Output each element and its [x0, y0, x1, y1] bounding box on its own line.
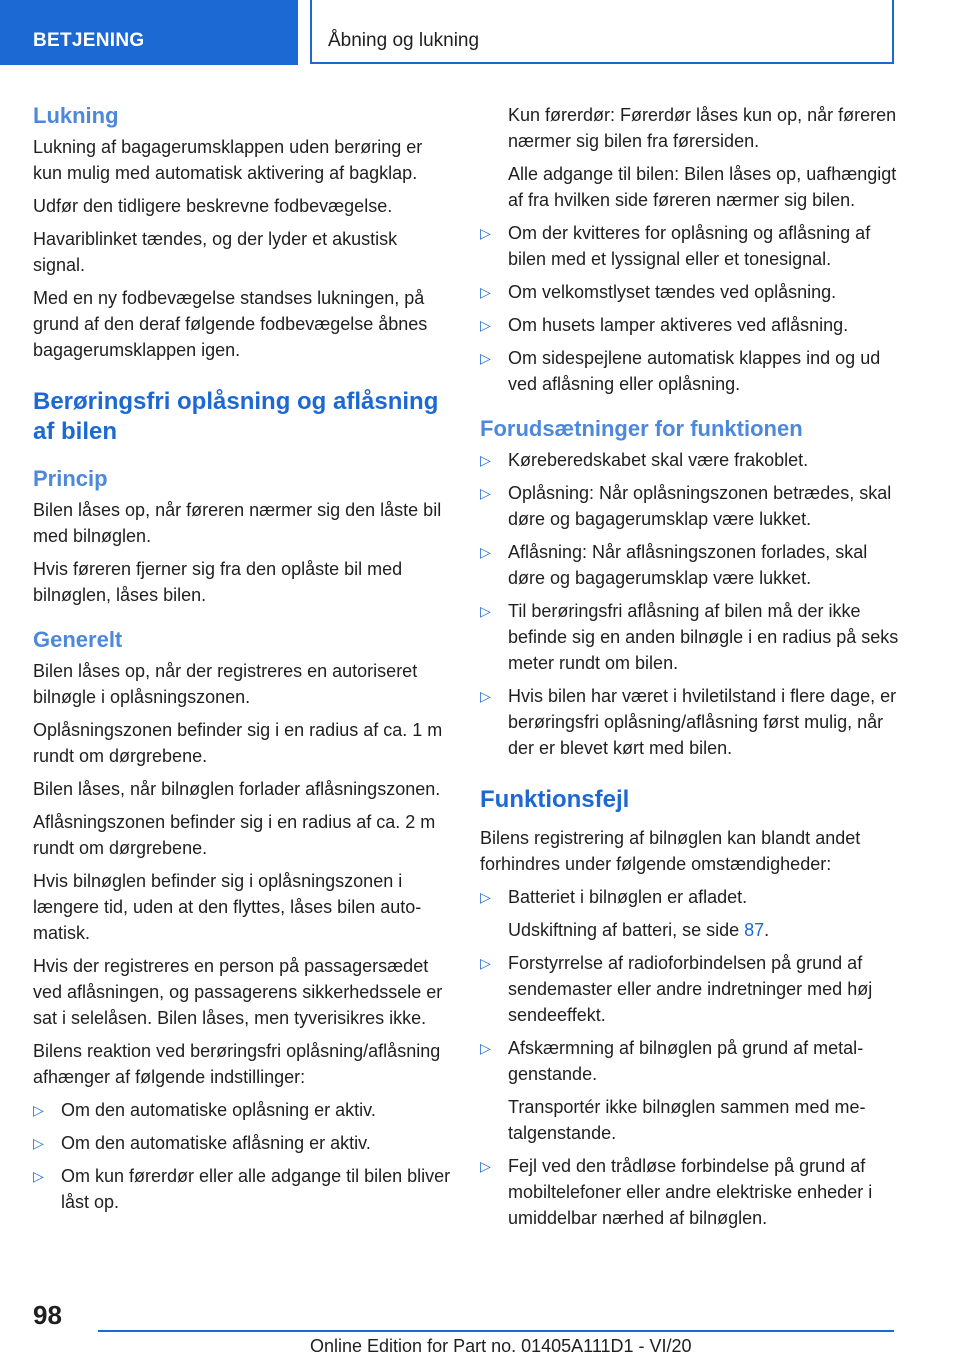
triangle-bullet-icon: ▷ — [480, 1158, 491, 1174]
list-item: ▷ Om sidespejlene automatisk klappes ind og ud ved aflåsning eller oplåsning. — [480, 345, 900, 397]
list-item: ▷ Aflåsning: Når aflåsningszonen forlades, skal døre og bagagerumsklap være lukket. — [480, 539, 900, 591]
list-item: ▷ Hvis bilen har været i hviletilstand i flere dage, er berøringsfri oplåsning/aflåsning først mulig, når der er blevet kørt med bilen. — [480, 683, 900, 761]
paragraph: Bilen låses op, når der registreres en autoriseret bilnøgle i oplåsningszonen. — [33, 661, 418, 707]
triangle-bullet-icon: ▷ — [480, 1040, 491, 1056]
paragraph: Hvis bilnøglen befinder sig i oplåsningszonen i længere tid, uden at den flyttes, låses bilen automatisk. — [33, 871, 422, 943]
footer-edition: Online Edition for Part no. 01405A111D1 - VI/20 — [310, 1336, 692, 1356]
paragraph: Havariblinket tændes, og der lyder et akustisk signal. — [33, 229, 398, 275]
footer-divider — [98, 1330, 894, 1332]
list-item: ▷ Forstyrrelse af radioforbindelsen på grund af sendemaster eller andre indretninger med høj sendeeffekt. — [480, 950, 900, 1028]
triangle-bullet-icon: ▷ — [33, 1102, 44, 1118]
paragraph: Bilen låses op, når føreren nærmer sig den låste bil med bilnøglen. — [33, 500, 442, 546]
list-item: ▷ Fejl ved den trådløse forbindelse på grund af mobiltelefoner eller andre elektriske enheder i umiddelbar nærhed af bilnøglen. — [480, 1153, 900, 1231]
chapter-title: Åbning og lukning — [328, 30, 480, 51]
paragraph: Hvis føreren fjerner sig fra den oplåste bil med bilnøglen, låses bilen. — [33, 559, 403, 605]
triangle-bullet-icon: ▷ — [480, 688, 491, 704]
list-item: ▷ Oplåsning: Når oplåsningszonen betrædes, skal døre og bagagerumsklap være lukket. — [480, 480, 900, 532]
list-item: ▷ Om den automatiske aflåsning er aktiv. — [33, 1130, 453, 1156]
heading-lukning: Lukning — [33, 103, 119, 128]
list-item: ▷ Afskærmning af bilnøglen på grund af metalgenstande. — [480, 1035, 900, 1087]
triangle-bullet-icon: ▷ — [480, 485, 491, 501]
paragraph: Aflåsningszonen befinder sig i en radius af ca. 2 m rundt om dørgrebene. — [33, 812, 436, 858]
paragraph: Med en ny fodbevægelse standses lukningen, på grund af den deraf følgende fodbevægelse åbnes bagagerumsklappen igen. — [33, 288, 428, 360]
heading-funktionsfejl: Funktionsfejl — [480, 786, 630, 813]
right-column — [480, 102, 900, 1238]
triangle-bullet-icon: ▷ — [480, 955, 491, 971]
paragraph: Bilens reaktion ved berøringsfri oplåsning/aflåsning afhænger af følgende indstillinger: — [33, 1041, 441, 1087]
heading-princip: Princip — [33, 466, 108, 491]
page-link[interactable]: 87 — [744, 920, 765, 940]
triangle-bullet-icon: ▷ — [33, 1135, 44, 1151]
list-item: ▷ Om kun førerdør eller alle adgange til bilen bliver låst op. — [33, 1163, 453, 1215]
page-number: 98 — [33, 1300, 62, 1330]
list-item: ▷ Batteriet i bilnøglen er afladet. — [480, 884, 900, 910]
paragraph: Hvis der registreres en person på passagersædet ved aflåsningen, og passagerens sikkerhedssele er sat i selelåsen. Bilen låses, men tyverisikres ikke. — [33, 956, 443, 1028]
list-item: ▷ Om den automatiske oplåsning er aktiv. — [33, 1097, 453, 1123]
triangle-bullet-icon: ▷ — [480, 350, 491, 366]
chapter-header — [310, 0, 894, 64]
sub-paragraph: Udskiftning af batteri, se side 87. — [508, 920, 770, 940]
triangle-bullet-icon: ▷ — [480, 284, 491, 300]
paragraph: Lukning af bagagerumsklappen uden berøring er kun mulig med automatisk aktivering af bagklap. — [33, 137, 423, 183]
sub-paragraph: Alle adgange til bilen: Bilen låses op, uafhængigt af fra hvilken side føreren nærmer sig bilen. — [508, 164, 897, 210]
triangle-bullet-icon: ▷ — [480, 603, 491, 619]
triangle-bullet-icon: ▷ — [480, 889, 491, 905]
triangle-bullet-icon: ▷ — [33, 1168, 44, 1184]
paragraph: Oplåsningszonen befinder sig i en radius af ca. 1 m rundt om dørgrebene. — [33, 720, 443, 766]
section-tab — [0, 0, 298, 65]
paragraph: Bilen låses, når bilnøglen forlader aflåsningszonen. — [33, 779, 441, 799]
sub-paragraph: Kun førerdør: Førerdør låses kun op, når føreren nærmer sig bilen fra førersiden. — [508, 105, 897, 151]
list-item: ▷ Til berøringsfri aflåsning af bilen må der ikke befinde sig en anden bilnøgle i en radius på seks meter rundt om bilen. — [480, 598, 900, 676]
sub-paragraph: Transportér ikke bilnøglen sammen med metalgenstande. — [508, 1097, 866, 1143]
paragraph: Udfør den tidligere beskrevne fodbevægelse. — [33, 196, 393, 216]
triangle-bullet-icon: ▷ — [480, 452, 491, 468]
left-column — [33, 102, 453, 1222]
list-item: ▷ Om husets lamper aktiveres ved aflåsning. — [480, 312, 900, 338]
heading-generelt: Generelt — [33, 627, 123, 652]
heading-berøringsfri: Berøringsfri oplåsning og aflåsning af bilen — [33, 388, 439, 445]
triangle-bullet-icon: ▷ — [480, 317, 491, 333]
section-label: BETJENING — [33, 30, 145, 51]
heading-forudsaetninger: Forudsætninger for funktionen — [480, 416, 803, 441]
list-item: ▷ Om der kvitteres for oplåsning og aflåsning af bilen med et lyssignal eller et tonesignal. — [480, 220, 900, 272]
triangle-bullet-icon: ▷ — [480, 225, 491, 241]
list-item: ▷ Køreberedskabet skal være frakoblet. — [480, 447, 900, 473]
triangle-bullet-icon: ▷ — [480, 544, 491, 560]
list-item: ▷ Om velkomstlyset tændes ved oplåsning. — [480, 279, 900, 305]
paragraph: Bilens registrering af bilnøglen kan blandt andet forhindres under følgende omstændigheder: — [480, 828, 861, 874]
